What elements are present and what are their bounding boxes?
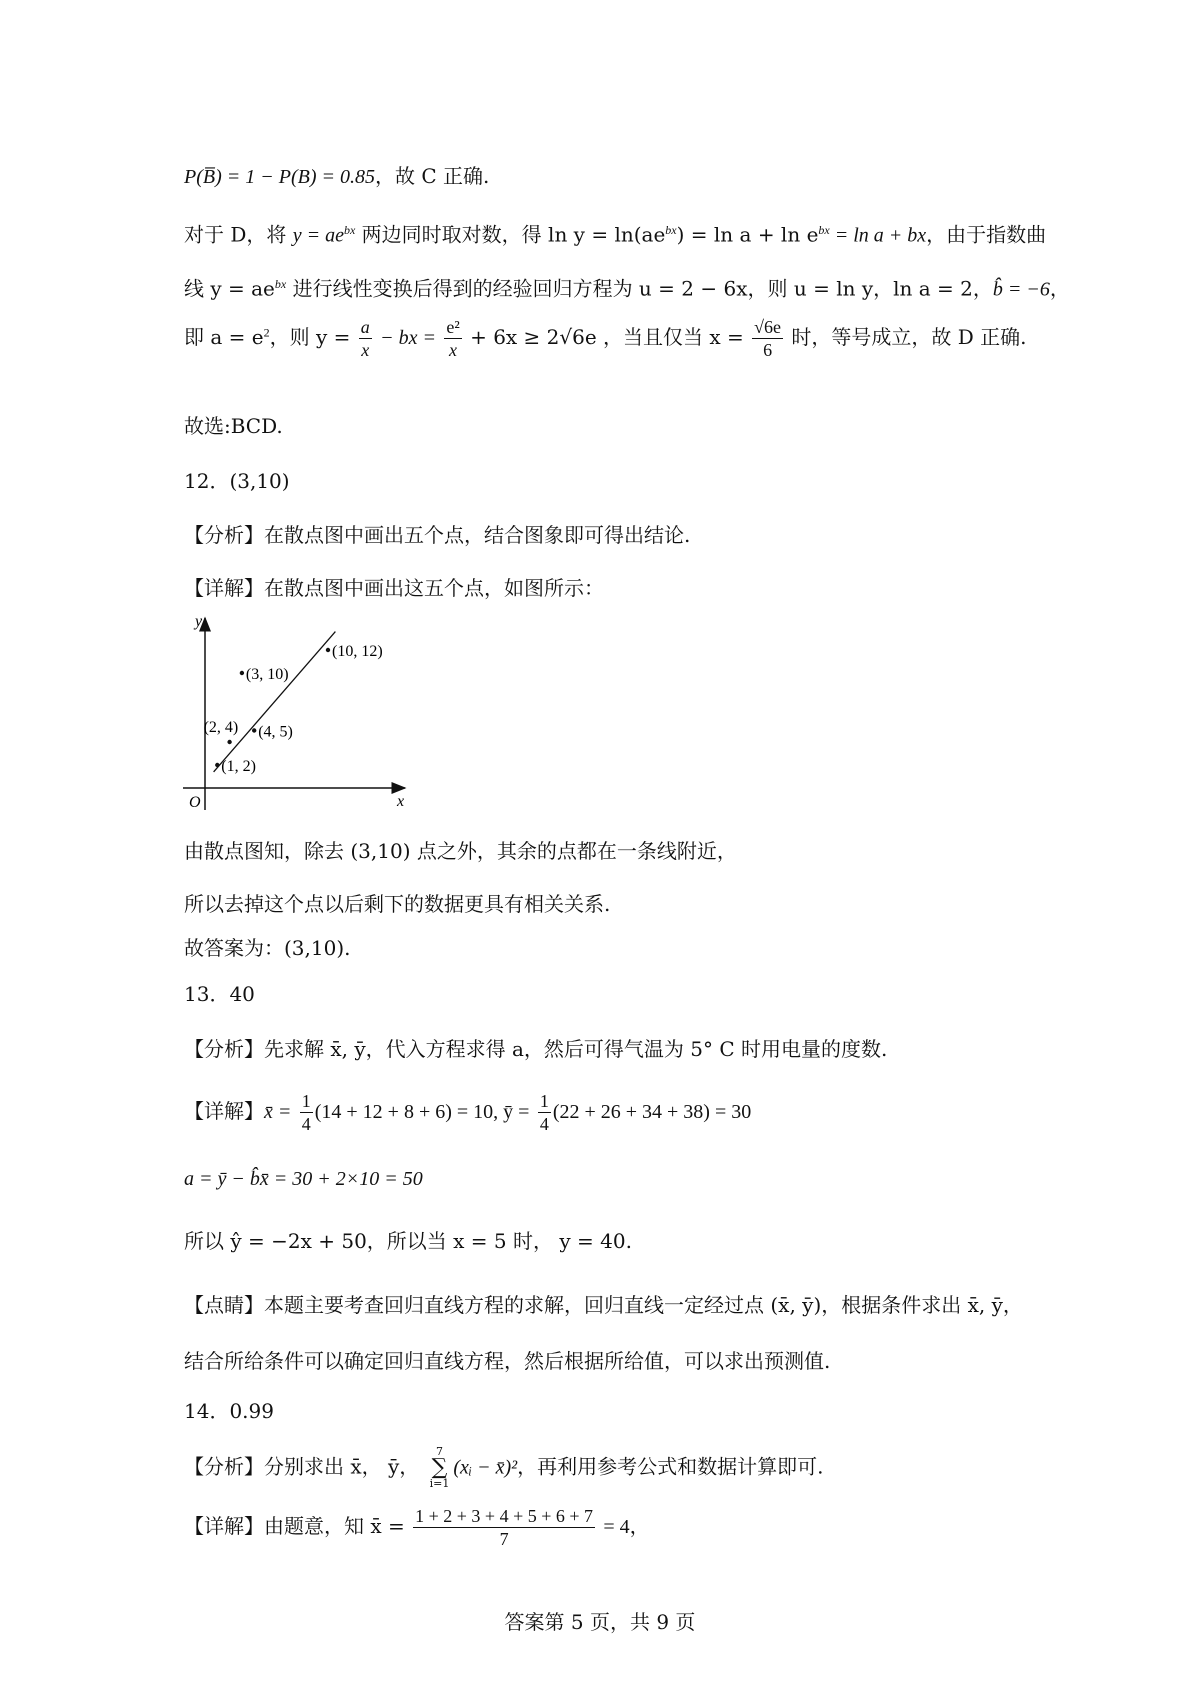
scatter-point [215, 763, 219, 767]
den: x [449, 340, 458, 360]
fraction [359, 316, 372, 361]
text: 对于 D，将 [184, 222, 293, 247]
scatter-point [252, 728, 256, 732]
sum-upper: 7 [436, 1445, 444, 1458]
math: b̂ = −6 [992, 278, 1050, 301]
text: 【详解】 [184, 1099, 264, 1123]
text: ， [1049, 276, 1070, 301]
num: a [360, 317, 370, 337]
line-d-log [184, 217, 1046, 249]
num: 1 [301, 1091, 311, 1111]
math: (14 + 12 + 8 + 6) = 10, ȳ = [314, 1101, 530, 1123]
math: y = ae [292, 224, 344, 247]
fraction [300, 1090, 313, 1135]
line-d-linear [184, 271, 1070, 303]
q12-label: 12．(3,10) [184, 469, 290, 493]
text: 两边同时取对数，得 ln y = ln(ae [355, 222, 666, 247]
fraction [444, 316, 461, 361]
x-axis-label: x [397, 793, 405, 810]
q13-note-1: 【点睛】本题主要考查回归直线方程的求解，回归直线一定经过点 (x̄, ȳ)，根据条件求出 x̄, ȳ， [184, 1293, 1023, 1317]
q14-detail [184, 1505, 650, 1550]
exp: 2 [263, 325, 270, 340]
fraction [538, 1090, 551, 1135]
line-d-inequality [184, 316, 1027, 361]
q12-conclusion-2: 所以去掉这个点以后剩下的数据更具有相关关系. [184, 892, 611, 916]
scatter-plot [175, 610, 415, 810]
text: ，再利用参考公式和数据计算即可. [517, 1454, 824, 1479]
text: 【详解】由题意，知 x̄ = [184, 1514, 405, 1538]
math: = 4， [603, 1516, 650, 1538]
text: ，故 C 正确. [375, 164, 490, 188]
text: 【分析】分别求出 x̄， ȳ， [184, 1454, 420, 1479]
text: ，则 y = [269, 325, 351, 349]
scatter-point [227, 740, 231, 744]
fraction [413, 1505, 595, 1550]
text: 进行线性变换后得到的经验回归方程为 u = 2 − 6x，则 u = ln y，ln a = 2， [286, 276, 993, 301]
q12-detail: 【详解】在散点图中画出这五个点，如图所示： [184, 576, 604, 600]
point-label: (4, 5) [258, 723, 293, 741]
q12-conclusion-1: 由散点图知，除去 (3,10) 点之外，其余的点都在一条线附近， [184, 839, 737, 863]
text: ，由于指数曲 [926, 222, 1047, 247]
origin-label: O [189, 794, 201, 810]
exp: bx [344, 223, 356, 237]
point-label: (2, 4) [203, 719, 239, 736]
q14-analysis [184, 1446, 823, 1490]
den: 6 [763, 340, 773, 360]
exp: bx [274, 277, 287, 291]
q13-detail-1 [184, 1090, 751, 1135]
math: x̄ = [264, 1101, 292, 1123]
text: 即 a = e [184, 325, 264, 349]
scatter-point [326, 648, 330, 652]
choice-answer: 故选:BCD. [184, 414, 283, 438]
exp: bx [818, 223, 830, 237]
den: 4 [539, 1114, 549, 1134]
text: + 6x ≥ 2√6e ，当且仅当 x = [470, 325, 744, 349]
page-footer: 答案第 5 页，共 9 页 [504, 1610, 696, 1634]
math: (22 + 26 + 34 + 38) = 30 [552, 1101, 752, 1123]
summation [430, 1446, 450, 1490]
den: 4 [301, 1114, 311, 1134]
math: = ln a + bx [829, 224, 927, 247]
point-label: (10, 12) [332, 643, 383, 660]
math: − bx = [380, 327, 436, 349]
num: 1 [539, 1091, 549, 1111]
q13-detail-3: 所以 ŷ = −2x + 50，所以当 x = 5 时， y = 40. [184, 1229, 632, 1253]
text: 时，等号成立，故 D 正确. [791, 325, 1027, 349]
num: 1 + 2 + 3 + 4 + 5 + 6 + 7 [415, 1506, 594, 1526]
exp: bx [665, 223, 677, 237]
q13-analysis: 【分析】先求解 x̄, ȳ，代入方程求得 a，然后可得气温为 5° C 时用电量的度数. [184, 1037, 888, 1061]
q14-label: 14．0.99 [184, 1399, 274, 1423]
q12-analysis: 【分析】在散点图中画出五个点，结合图象即可得出结论. [184, 523, 691, 547]
point-label: (3, 10) [245, 666, 289, 683]
text: 线 y = ae [184, 276, 275, 301]
den: x [361, 340, 370, 360]
sum-lower: i=1 [429, 1477, 450, 1490]
line-pb-complement [184, 163, 489, 190]
den: 7 [499, 1529, 509, 1549]
y-axis-label: y [195, 613, 203, 630]
q13-detail-2: a = ȳ − b̂x̄ = 30 + 2×10 = 50 [184, 1168, 423, 1190]
q13-label: 13．40 [184, 982, 255, 1006]
fraction [752, 316, 783, 361]
point-label: (1, 2) [221, 758, 256, 775]
math: (xᵢ − x̄)² [453, 1456, 518, 1479]
expr-pb: P(B̅) = 1 − P(B) = 0.85 [184, 166, 375, 188]
text: ) = ln a + ln e [676, 222, 819, 247]
num: √6e [754, 317, 782, 337]
q13-note-2: 结合所给条件可以确定回归直线方程，然后根据所给值，可以求出预测值. [184, 1349, 831, 1373]
sum-symbol: ∑ [431, 1455, 448, 1480]
num: e² [446, 317, 460, 337]
q12-answer: 故答案为：(3,10). [184, 936, 351, 960]
scatter-point [240, 671, 244, 675]
trend-line [214, 632, 336, 772]
